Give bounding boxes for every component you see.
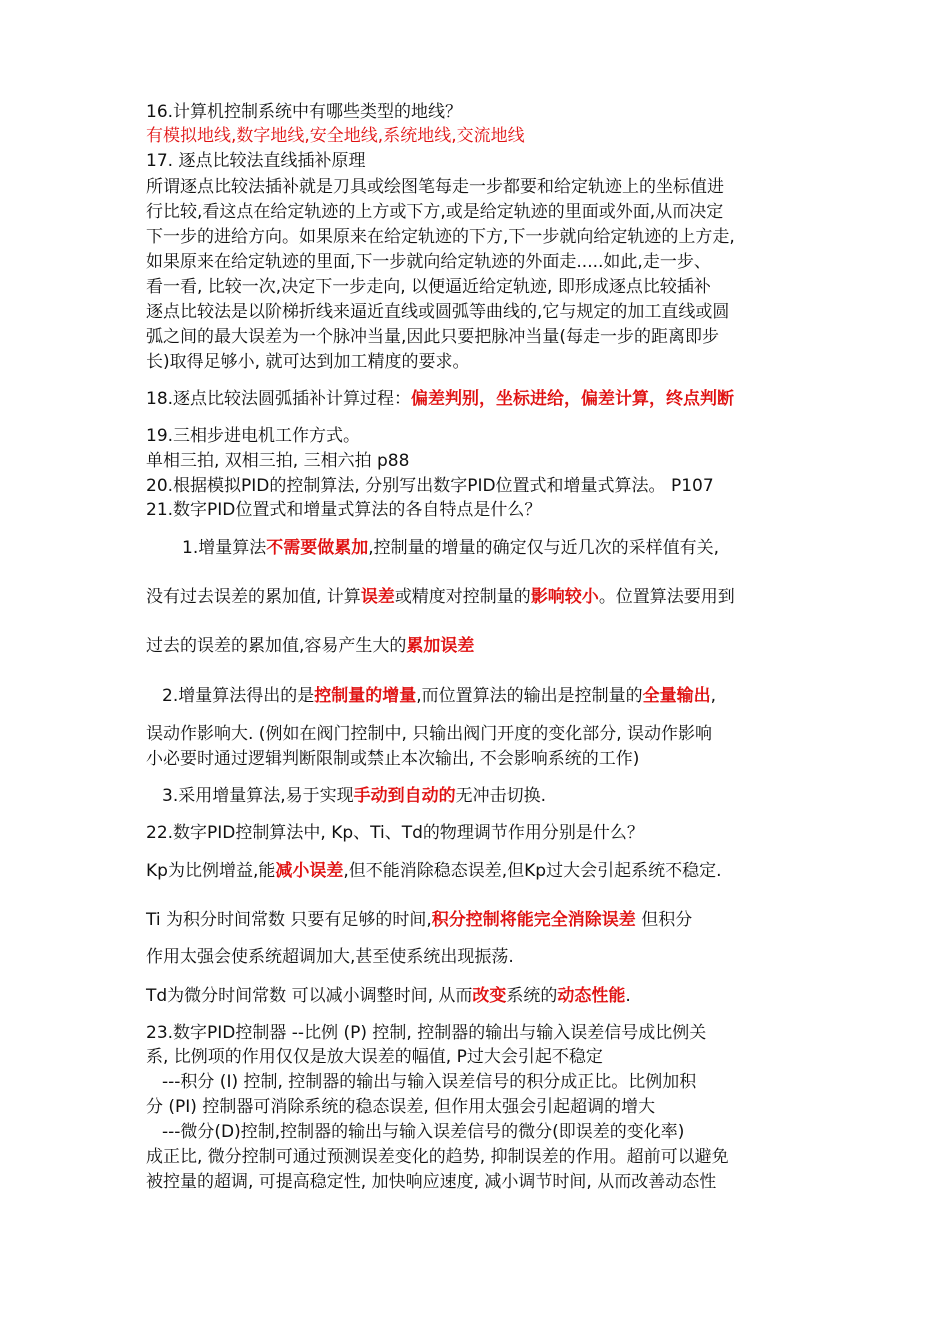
q22-ti-line: Ti 为积分时间常数 只要有足够的时间,积分控制将能完全消除误差 但积分 — [146, 910, 693, 930]
q16-answer: 有模拟地线,数字地线,安全地线,系统地线,交流地线 — [146, 126, 525, 146]
q21-question: 21.数字PID位置式和增量式算法的各自特点是什么？ — [146, 500, 542, 520]
q22-kp-line: Kp为比例增益,能减小误差,但不能消除稳态误差,但Kp过大会引起系统不稳定. — [146, 861, 722, 881]
q20-question: 20.根据模拟PID的控制算法, 分别写出数字PID位置式和增量式算法。 P107 — [146, 476, 714, 496]
q17-line: 看一看, 比较一次,决定下一步走向, 以便逼近给定轨迹, 即形成逐点比较插补 — [146, 277, 711, 297]
highlight: 不需要做累加 — [266, 538, 369, 558]
highlight: 手动到自动的 — [353, 786, 456, 806]
q21-p3-line: 3.采用增量算法,易于实现手动到自动的无冲击切换. — [162, 786, 547, 806]
highlight: 控制量的增量 — [314, 686, 417, 706]
q17-line: 如果原来在给定轨迹的里面,下一步就向给定轨迹的外面走.....如此,走一步、 — [146, 252, 711, 272]
highlight: 全量输出 — [642, 686, 711, 706]
q23-line: 成正比, 微分控制可通过预测误差变化的趋势, 抑制误差的作用。超前可以避免 — [146, 1147, 729, 1167]
highlight: 动态性能 — [557, 986, 626, 1006]
q17-question: 17. 逐点比较法直线插补原理 — [146, 151, 366, 171]
q16-question: 16.计算机控制系统中有哪些类型的地线？ — [146, 102, 463, 122]
highlight: 积分控制将能完全消除误差 — [431, 910, 636, 930]
q21-p2-line: 2.增量算法得出的是控制量的增量,而位置算法的输出是控制量的全量输出, — [162, 686, 717, 706]
q21-p1-line: 1.增量算法不需要做累加,控制量的增量的确定仅与近几次的采样值有关, — [182, 538, 720, 558]
highlight: 减小误差 — [275, 861, 344, 881]
q17-line: 下一步的进给方向。如果原来在给定轨迹的下方,下一步就向给定轨迹的上方走, — [146, 227, 735, 247]
highlight: 改变 — [472, 986, 507, 1006]
q23-line: 分 (PI) 控制器可消除系统的稳态误差, 但作用太强会引起超调的增大 — [146, 1097, 656, 1117]
q19-question: 19.三相步进电机工作方式。 — [146, 426, 361, 446]
q23-line: 系, 比例项的作用仅仅是放大误差的幅值, P过大会引起不稳定 — [146, 1047, 603, 1067]
q17-line: 长)取得足够小, 就可达到加工精度的要求。 — [146, 352, 470, 372]
q18-question: 18.逐点比较法圆弧插补计算过程： — [146, 389, 412, 409]
highlight: 累加误差 — [406, 636, 475, 656]
q18-line — [146, 387, 734, 411]
highlight: 影响较小 — [530, 587, 599, 607]
q23-line: 被控量的超调, 可提高稳定性, 加快响应速度, 减小调节时间, 从而改善动态性 — [146, 1172, 717, 1192]
q23-line: ---积分 (I) 控制, 控制器的输出与输入误差信号的积分成正比。比例加积 — [162, 1072, 697, 1092]
highlight: 误差 — [360, 587, 395, 607]
q21-p1-line: 过去的误差的累加值,容易产生大的累加误差 — [146, 636, 475, 656]
q17-line: 行比较,看这点在给定轨迹的上方或下方,或是给定轨迹的里面或外面,从而决定 — [146, 202, 724, 222]
q22-question: 22.数字PID控制算法中, Kp、Ti、Td的物理调节作用分别是什么？ — [146, 823, 644, 843]
q21-p2-line: 小必要时通过逻辑判断限制或禁止本次输出, 不会影响系统的工作) — [146, 749, 640, 769]
q17-line: 逐点比较法是以阶梯折线来逼近直线或圆弧等曲线的,它与规定的加工直线或圆 — [146, 302, 730, 322]
q21-p2-line: 误动作影响大. (例如在阀门控制中, 只输出阀门开度的变化部分, 误动作影响 — [146, 724, 713, 744]
q22-ti-line: 作用太强会使系统超调加大,甚至使系统出现振荡. — [146, 947, 514, 967]
q23-line: 23.数字PID控制器 --比例 (P) 控制, 控制器的输出与输入误差信号成比例关 — [146, 1023, 707, 1043]
q17-line: 所谓逐点比较法插补就是刀具或绘图笔每走一步都要和给定轨迹上的坐标值进 — [146, 177, 724, 197]
q18-answer: 偏差判别，坐标进给，偏差计算，终点判断 — [411, 389, 735, 409]
q21-p1-line: 没有过去误差的累加值, 计算误差或精度对控制量的影响较小。位置算法要用到 — [146, 587, 735, 607]
q17-line: 弧之间的最大误差为一个脉冲当量,因此只要把脉冲当量(每走一步的距离即步 — [146, 327, 720, 347]
q23-line: ---微分(D)控制,控制器的输出与输入误差信号的微分(即误差的变化率) — [162, 1122, 685, 1142]
q22-td-line: Td为微分时间常数 可以减小调整时间, 从而改变系统的动态性能. — [146, 986, 631, 1006]
q19-answer: 单相三拍, 双相三拍, 三相六拍 p88 — [146, 451, 410, 471]
